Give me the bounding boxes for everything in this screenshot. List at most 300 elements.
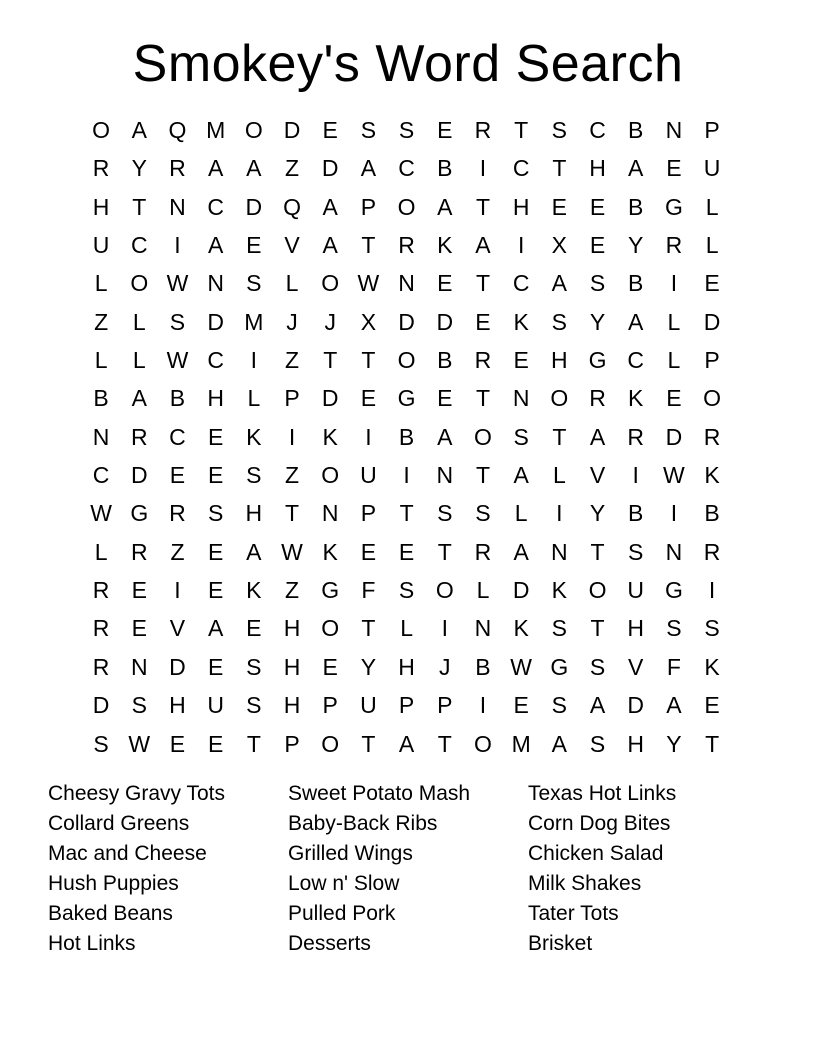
- grid-letter: H: [627, 615, 645, 642]
- grid-letter: L: [400, 615, 413, 642]
- grid-letter: S: [666, 615, 682, 642]
- grid-letter: S: [589, 270, 606, 297]
- grid-letter: D: [627, 692, 645, 719]
- grid-letter: N: [207, 270, 224, 297]
- grid-letter: A: [437, 193, 453, 220]
- grid-letter: L: [132, 347, 146, 374]
- grid-letter: K: [437, 232, 453, 259]
- grid-letter: V: [628, 653, 644, 680]
- word-list-item: Baked Beans: [48, 902, 173, 925]
- grid-letter: E: [437, 385, 453, 412]
- grid-letter: A: [589, 692, 606, 719]
- grid-letter: D: [512, 577, 530, 604]
- grid-letter: A: [666, 692, 682, 719]
- grid-letter: N: [130, 653, 148, 680]
- grid-letter: Y: [589, 500, 606, 527]
- grid-letter: R: [398, 232, 415, 259]
- grid-letter: Z: [285, 347, 300, 374]
- grid-letter: R: [92, 653, 110, 680]
- grid-letter: X: [360, 308, 377, 335]
- grid-letter: H: [551, 347, 568, 374]
- grid-letter: Y: [131, 155, 147, 182]
- grid-letter: I: [365, 423, 372, 450]
- grid-letter: P: [284, 385, 300, 412]
- grid-letter: A: [437, 423, 453, 450]
- grid-letter: S: [589, 730, 606, 757]
- grid-letter: S: [551, 692, 568, 719]
- grid-letter: A: [322, 193, 338, 220]
- grid-letter: Y: [360, 653, 377, 680]
- grid-letter: E: [131, 577, 147, 604]
- grid-letter: E: [246, 232, 262, 259]
- grid-letter: F: [361, 577, 376, 604]
- grid-letter: T: [590, 615, 605, 642]
- grid-letter: L: [705, 193, 719, 220]
- grid-letter: K: [628, 385, 644, 412]
- grid-letter: S: [551, 117, 568, 143]
- grid-letter: N: [474, 615, 492, 642]
- grid-letter: S: [246, 692, 262, 719]
- grid-letter: I: [288, 423, 296, 450]
- grid-letter: S: [513, 423, 529, 450]
- grid-letter: N: [321, 500, 339, 527]
- grid-letter: O: [397, 193, 416, 220]
- grid-letter: B: [475, 653, 491, 680]
- grid-letter: C: [169, 423, 186, 450]
- grid-letter: L: [94, 538, 108, 565]
- grid-letter: B: [628, 270, 644, 297]
- grid-letter: L: [285, 270, 299, 297]
- grid-letter: I: [708, 577, 716, 604]
- grid-letter: S: [246, 462, 262, 489]
- word-list-item: Cheesy Gravy Tots: [48, 782, 226, 805]
- grid-letter: H: [283, 692, 301, 719]
- grid-letter: P: [360, 500, 377, 527]
- word-list-item: Brisket: [528, 932, 593, 955]
- grid-letter: K: [322, 423, 338, 450]
- grid-letter: E: [551, 193, 568, 220]
- grid-letter: A: [131, 117, 147, 143]
- grid-letter: M: [244, 308, 264, 335]
- grid-letter: N: [398, 270, 415, 297]
- grid-letter: O: [244, 117, 263, 143]
- grid-letter: G: [664, 193, 683, 220]
- grid-letter: C: [130, 232, 148, 259]
- grid-letter: R: [703, 538, 721, 565]
- grid-letter: E: [589, 232, 606, 259]
- grid-letter: U: [207, 692, 224, 719]
- grid-letter: V: [169, 615, 186, 642]
- grid-letter: A: [551, 730, 568, 757]
- grid-letter: Z: [170, 538, 185, 565]
- grid-letter: S: [628, 538, 644, 565]
- grid-letter: H: [283, 653, 301, 680]
- grid-letter: G: [130, 500, 149, 527]
- grid-letter: R: [169, 500, 186, 527]
- grid-letter: W: [663, 462, 685, 489]
- grid-letter: A: [207, 155, 224, 182]
- grid-letter: T: [475, 462, 490, 489]
- grid-letter: A: [246, 538, 262, 565]
- grid-letter: E: [207, 538, 224, 565]
- word-list-item: Baby-Back Ribs: [288, 812, 438, 835]
- grid-letter: S: [398, 577, 415, 604]
- grid-letter: O: [321, 462, 340, 489]
- grid-letter: W: [128, 730, 151, 757]
- page-title: Smokey's Word Search: [132, 35, 684, 93]
- grid-letter: R: [169, 155, 186, 182]
- grid-letter: N: [169, 193, 186, 220]
- grid-letter: E: [322, 653, 338, 680]
- word-list-item: Texas Hot Links: [528, 782, 677, 805]
- grid-letter: I: [479, 155, 487, 182]
- grid-letter: L: [132, 308, 146, 335]
- word-list-item: Low n' Slow: [288, 872, 400, 895]
- grid-letter: C: [398, 155, 415, 182]
- grid-letter: T: [132, 193, 147, 220]
- grid-letter: G: [397, 385, 416, 412]
- grid-letter: A: [475, 232, 491, 259]
- grid-letter: W: [90, 500, 112, 527]
- grid-letter: E: [398, 538, 415, 565]
- grid-letter: E: [475, 308, 491, 335]
- grid-letter: K: [704, 653, 720, 680]
- grid-letter: N: [512, 385, 530, 412]
- grid-letter: E: [207, 577, 224, 604]
- grid-letter: J: [324, 308, 336, 335]
- grid-letter: R: [665, 232, 683, 259]
- word-list-item: Hot Links: [48, 932, 136, 955]
- grid-letter: T: [361, 232, 376, 259]
- grid-letter: A: [131, 385, 147, 412]
- grid-letter: M: [511, 730, 531, 757]
- letter-grid: [82, 111, 731, 763]
- grid-letter: B: [169, 385, 186, 412]
- grid-letter: H: [169, 692, 186, 719]
- grid-letter: V: [284, 232, 300, 259]
- grid-letter: O: [92, 117, 111, 143]
- grid-letter: E: [207, 730, 224, 757]
- grid-letter: A: [207, 615, 224, 642]
- grid-letter: B: [704, 500, 720, 527]
- word-list-column: [48, 779, 288, 959]
- grid-letter: E: [589, 193, 606, 220]
- grid-letter: O: [435, 577, 454, 604]
- grid-letter: H: [398, 653, 415, 680]
- grid-letter: G: [664, 577, 683, 604]
- grid-letter: T: [590, 538, 605, 565]
- grid-letter: B: [628, 500, 644, 527]
- grid-letter: G: [321, 577, 340, 604]
- grid-letter: K: [551, 577, 568, 604]
- grid-letter: R: [130, 538, 148, 565]
- grid-letter: M: [206, 117, 226, 143]
- grid-letter: E: [131, 615, 147, 642]
- grid-letter: D: [283, 117, 301, 143]
- grid-letter: I: [479, 692, 487, 719]
- grid-letter: V: [589, 462, 606, 489]
- grid-letter: J: [286, 308, 298, 335]
- grid-letter: E: [207, 423, 224, 450]
- grid-letter: L: [667, 347, 681, 374]
- grid-letter: E: [207, 462, 224, 489]
- grid-letter: C: [627, 347, 645, 374]
- grid-letter: R: [474, 117, 492, 143]
- grid-letter: B: [93, 385, 109, 412]
- grid-letter: U: [627, 577, 645, 604]
- grid-letter: A: [628, 308, 644, 335]
- grid-letter: O: [703, 385, 722, 412]
- grid-letter: T: [361, 615, 376, 642]
- grid-letter: E: [360, 385, 377, 412]
- grid-letter: T: [437, 538, 452, 565]
- word-list-item: Chicken Salad: [528, 842, 664, 865]
- grid-letter: E: [322, 117, 338, 143]
- grid-letter: R: [589, 385, 606, 412]
- grid-letter: H: [512, 193, 530, 220]
- grid-letter: K: [513, 615, 529, 642]
- grid-letter: W: [166, 270, 189, 297]
- grid-letter: O: [130, 270, 149, 297]
- grid-letter: G: [550, 653, 569, 680]
- grid-letter: B: [628, 117, 644, 143]
- grid-letter: R: [92, 615, 110, 642]
- grid-letter: T: [361, 730, 376, 757]
- grid-letter: U: [703, 155, 721, 182]
- grid-letter: S: [398, 117, 415, 143]
- grid-letter: J: [439, 653, 451, 680]
- grid-letter: S: [246, 653, 262, 680]
- grid-letter: T: [361, 347, 376, 374]
- grid-letter: L: [476, 577, 490, 604]
- grid-letter: E: [704, 692, 720, 719]
- grid-letter: S: [360, 117, 377, 143]
- grid-letter: O: [321, 270, 340, 297]
- grid-letter: L: [94, 347, 108, 374]
- grid-letter: O: [474, 423, 492, 450]
- word-list-item: Collard Greens: [48, 812, 190, 835]
- grid-letter: U: [92, 232, 110, 259]
- grid-letter: I: [403, 462, 410, 489]
- grid-letter: T: [399, 500, 414, 527]
- grid-letter: B: [437, 347, 453, 374]
- grid-letter: C: [207, 347, 224, 374]
- grid-letter: I: [632, 462, 639, 489]
- grid-letter: S: [207, 500, 224, 527]
- grid-letter: C: [589, 117, 606, 143]
- grid-letter: O: [474, 730, 492, 757]
- grid-letter: P: [284, 730, 300, 757]
- grid-letter: L: [247, 385, 261, 412]
- grid-letter: P: [322, 692, 338, 719]
- grid-letter: I: [517, 232, 525, 259]
- word-list-item: Milk Shakes: [528, 872, 642, 895]
- grid-letter: T: [246, 730, 261, 757]
- grid-letter: R: [92, 577, 110, 604]
- grid-letter: L: [667, 308, 681, 335]
- grid-letter: H: [207, 385, 224, 412]
- grid-letter: I: [556, 500, 563, 527]
- grid-letter: L: [94, 270, 108, 297]
- grid-letter: T: [475, 193, 490, 220]
- grid-letter: D: [245, 193, 263, 220]
- grid-letter: N: [665, 117, 683, 143]
- grid-letter: A: [513, 462, 529, 489]
- grid-letter: D: [703, 308, 721, 335]
- grid-letter: D: [436, 308, 454, 335]
- grid-letter: T: [705, 730, 720, 757]
- grid-letter: B: [628, 193, 644, 220]
- grid-letter: R: [474, 538, 492, 565]
- grid-letter: A: [551, 270, 568, 297]
- word-list-item: Grilled Wings: [288, 842, 413, 865]
- grid-letter: Q: [168, 117, 187, 143]
- grid-letter: R: [474, 347, 492, 374]
- grid-letter: A: [246, 155, 262, 182]
- grid-letter: E: [437, 270, 453, 297]
- grid-letter: N: [665, 538, 683, 565]
- grid-letter: E: [360, 538, 377, 565]
- grid-letter: H: [627, 730, 645, 757]
- grid-letter: C: [512, 270, 530, 297]
- grid-letter: T: [552, 423, 567, 450]
- grid-letter: K: [322, 538, 338, 565]
- word-list-item: Pulled Pork: [288, 902, 396, 925]
- grid-letter: Z: [285, 577, 300, 604]
- grid-letter: E: [704, 270, 720, 297]
- grid-letter: C: [207, 193, 224, 220]
- grid-letter: X: [551, 232, 568, 259]
- grid-letter: F: [666, 653, 681, 680]
- grid-letter: T: [514, 117, 529, 143]
- grid-letter: D: [665, 423, 683, 450]
- grid-letter: D: [169, 653, 186, 680]
- grid-letter: L: [514, 500, 528, 527]
- word-list-item: Tater Tots: [528, 902, 619, 925]
- grid-letter: R: [92, 155, 110, 182]
- grid-letter: Y: [666, 730, 682, 757]
- grid-letter: E: [513, 347, 529, 374]
- grid-letter: U: [360, 462, 377, 489]
- grid-letter: T: [475, 385, 490, 412]
- grid-letter: W: [166, 347, 189, 374]
- grid-letter: B: [398, 423, 415, 450]
- word-list-item: Sweet Potato Mash: [288, 782, 471, 805]
- grid-letter: S: [475, 500, 491, 527]
- grid-letter: K: [246, 423, 262, 450]
- grid-letter: I: [250, 347, 258, 374]
- grid-letter: L: [552, 462, 566, 489]
- grid-letter: E: [513, 692, 529, 719]
- grid-letter: S: [589, 653, 606, 680]
- grid-letter: E: [437, 117, 453, 143]
- grid-letter: E: [666, 385, 682, 412]
- word-list-item: Desserts: [288, 932, 371, 955]
- grid-letter: A: [398, 730, 415, 757]
- grid-letter: D: [130, 462, 148, 489]
- grid-letter: W: [281, 538, 303, 565]
- grid-letter: H: [92, 193, 110, 220]
- grid-letter: E: [207, 653, 224, 680]
- grid-letter: O: [321, 615, 340, 642]
- grid-letter: K: [513, 308, 529, 335]
- grid-letter: P: [360, 193, 377, 220]
- grid-letter: H: [245, 500, 263, 527]
- grid-letter: L: [705, 232, 719, 259]
- grid-letter: N: [551, 538, 568, 565]
- grid-letter: C: [92, 462, 110, 489]
- grid-letter: E: [169, 730, 186, 757]
- grid-letter: A: [628, 155, 644, 182]
- grid-letter: Z: [285, 462, 300, 489]
- grid-letter: T: [475, 270, 490, 297]
- grid-letter: I: [174, 232, 181, 259]
- grid-letter: H: [283, 615, 301, 642]
- grid-letter: K: [246, 577, 262, 604]
- grid-letter: H: [589, 155, 606, 182]
- grid-letter: G: [588, 347, 607, 374]
- grid-letter: A: [322, 232, 338, 259]
- grid-letter: Y: [589, 308, 606, 335]
- grid-letter: S: [169, 308, 186, 335]
- grid-letter: O: [588, 577, 607, 604]
- grid-letter: W: [510, 653, 533, 680]
- grid-letter: W: [357, 270, 380, 297]
- grid-letter: E: [246, 615, 262, 642]
- grid-letter: T: [552, 155, 567, 182]
- grid-letter: O: [550, 385, 569, 412]
- grid-letter: O: [397, 347, 416, 374]
- grid-letter: P: [437, 692, 453, 719]
- grid-letter: D: [207, 308, 224, 335]
- grid-letter: T: [437, 730, 452, 757]
- grid-letter: Z: [94, 308, 109, 335]
- grid-letter: A: [207, 232, 224, 259]
- grid-letter: S: [551, 615, 568, 642]
- grid-letter: A: [360, 155, 377, 182]
- grid-letter: S: [246, 270, 262, 297]
- grid-letter: U: [360, 692, 377, 719]
- grid-letter: S: [93, 730, 109, 757]
- grid-letter: O: [321, 730, 340, 757]
- grid-letter: Y: [628, 232, 644, 259]
- grid-letter: B: [437, 155, 453, 182]
- grid-letter: D: [92, 692, 110, 719]
- grid-letter: K: [704, 462, 720, 489]
- grid-letter: T: [323, 347, 338, 374]
- grid-letter: D: [321, 155, 339, 182]
- grid-letter: E: [169, 462, 186, 489]
- grid-letter: R: [627, 423, 645, 450]
- word-list-item: Hush Puppies: [48, 872, 179, 895]
- grid-letter: E: [666, 155, 682, 182]
- word-list-column: [288, 779, 528, 959]
- grid-letter: Z: [285, 155, 300, 182]
- grid-letter: T: [285, 500, 300, 527]
- grid-letter: A: [513, 538, 529, 565]
- grid-letter: C: [512, 155, 530, 182]
- grid-letter: D: [321, 385, 339, 412]
- grid-letter: R: [130, 423, 148, 450]
- grid-letter: I: [441, 615, 448, 642]
- grid-letter: I: [174, 577, 181, 604]
- grid-letter: S: [551, 308, 568, 335]
- grid-letter: P: [704, 117, 720, 143]
- grid-letter: Q: [283, 193, 301, 220]
- word-list-item: Mac and Cheese: [48, 842, 207, 865]
- grid-letter: S: [437, 500, 453, 527]
- grid-letter: I: [670, 270, 678, 297]
